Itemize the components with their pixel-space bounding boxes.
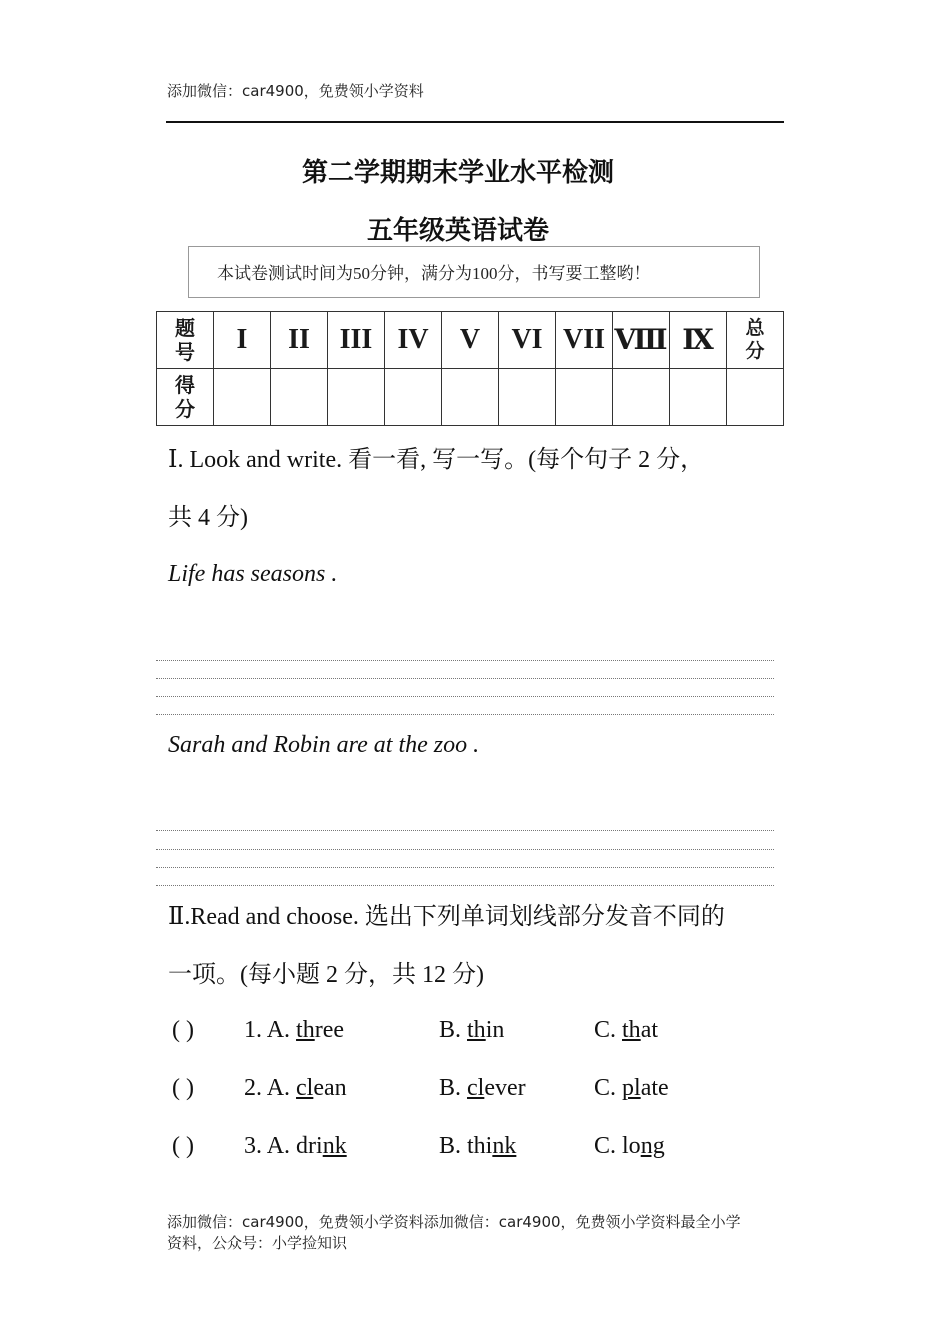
exam-subtitle: 五年级英语试卷 <box>366 216 549 246</box>
writing-line[interactable] <box>156 885 774 886</box>
section-number-8: Ⅷ <box>613 312 670 369</box>
section-number-7: VII <box>556 312 613 369</box>
answer-paren-1[interactable]: ( ) <box>172 1017 194 1043</box>
score-cell[interactable] <box>214 369 271 426</box>
score-table-header-row <box>157 312 784 369</box>
score-cell[interactable] <box>385 369 442 426</box>
exam-title: 第二学期期末学业水平检测 <box>301 158 614 188</box>
header-divider <box>166 121 784 123</box>
score-cell[interactable] <box>499 369 556 426</box>
section1-prompt-2: Sarah and Robin are at the zoo . <box>168 732 480 758</box>
answer-paren-3[interactable]: ( ) <box>172 1133 194 1159</box>
score-cell[interactable] <box>613 369 670 426</box>
section-number-9: Ⅸ <box>670 312 727 369</box>
writing-line[interactable] <box>156 678 774 679</box>
section2-heading: Ⅱ.Read and choose. 选出下列单词划线部分发音不同的 一项。(每小题 2 分，共 12 分) <box>168 904 725 988</box>
section-number-3: III <box>328 312 385 369</box>
question-1-option-a: 1. A. three <box>244 1017 344 1043</box>
score-cell[interactable] <box>328 369 385 426</box>
section-number-2: II <box>271 312 328 369</box>
question-1-option-b: B. thin <box>439 1017 505 1043</box>
writing-line[interactable] <box>156 696 774 697</box>
section-number-6: VI <box>499 312 556 369</box>
section1-prompt-1: Life has seasons . <box>168 561 338 587</box>
question-2-option-b: B. clever <box>439 1075 526 1101</box>
writing-line[interactable] <box>156 714 774 715</box>
row-label-score: 得 分 <box>157 369 214 426</box>
exam-notice: 本试卷测试时间为50分钟，满分为100分，书写要工整哟！ <box>188 246 760 298</box>
section1-heading: Ⅰ. Look and write. 看一看, 写一写。(每个句子 2 分， 共 4 分) <box>168 447 705 531</box>
score-table-score-row <box>157 369 784 426</box>
writing-line[interactable] <box>156 660 774 661</box>
question-2-option-a: 2. A. clean <box>244 1075 347 1101</box>
writing-line[interactable] <box>156 830 774 831</box>
question-1-option-c: C. that <box>594 1017 659 1043</box>
header-note: 添加微信：car4900，免费领小学资料 <box>167 82 424 100</box>
writing-line[interactable] <box>156 867 774 868</box>
score-cell-total[interactable] <box>727 369 784 426</box>
score-cell[interactable] <box>670 369 727 426</box>
score-cell[interactable] <box>271 369 328 426</box>
question-3-option-c: C. long <box>594 1133 665 1159</box>
score-cell[interactable] <box>556 369 613 426</box>
section-number-5: V <box>442 312 499 369</box>
question-3-option-a: 3. A. drink <box>244 1133 347 1159</box>
score-table <box>156 311 784 426</box>
section-number-4: IV <box>385 312 442 369</box>
question-3-option-b: B. think <box>439 1133 517 1159</box>
writing-line[interactable] <box>156 849 774 850</box>
row-label-question-number: 题 号 <box>157 312 214 369</box>
question-2-option-c: C. plate <box>594 1075 669 1101</box>
score-cell[interactable] <box>442 369 499 426</box>
footer-note: 添加微信：car4900，免费领小学资料添加微信：car4900，免费领小学资料最全小学 资料，公众号：小学捡知识 <box>167 1213 741 1252</box>
total-label: 总 分 <box>727 312 784 369</box>
section-number-1: I <box>214 312 271 369</box>
answer-paren-2[interactable]: ( ) <box>172 1075 194 1101</box>
